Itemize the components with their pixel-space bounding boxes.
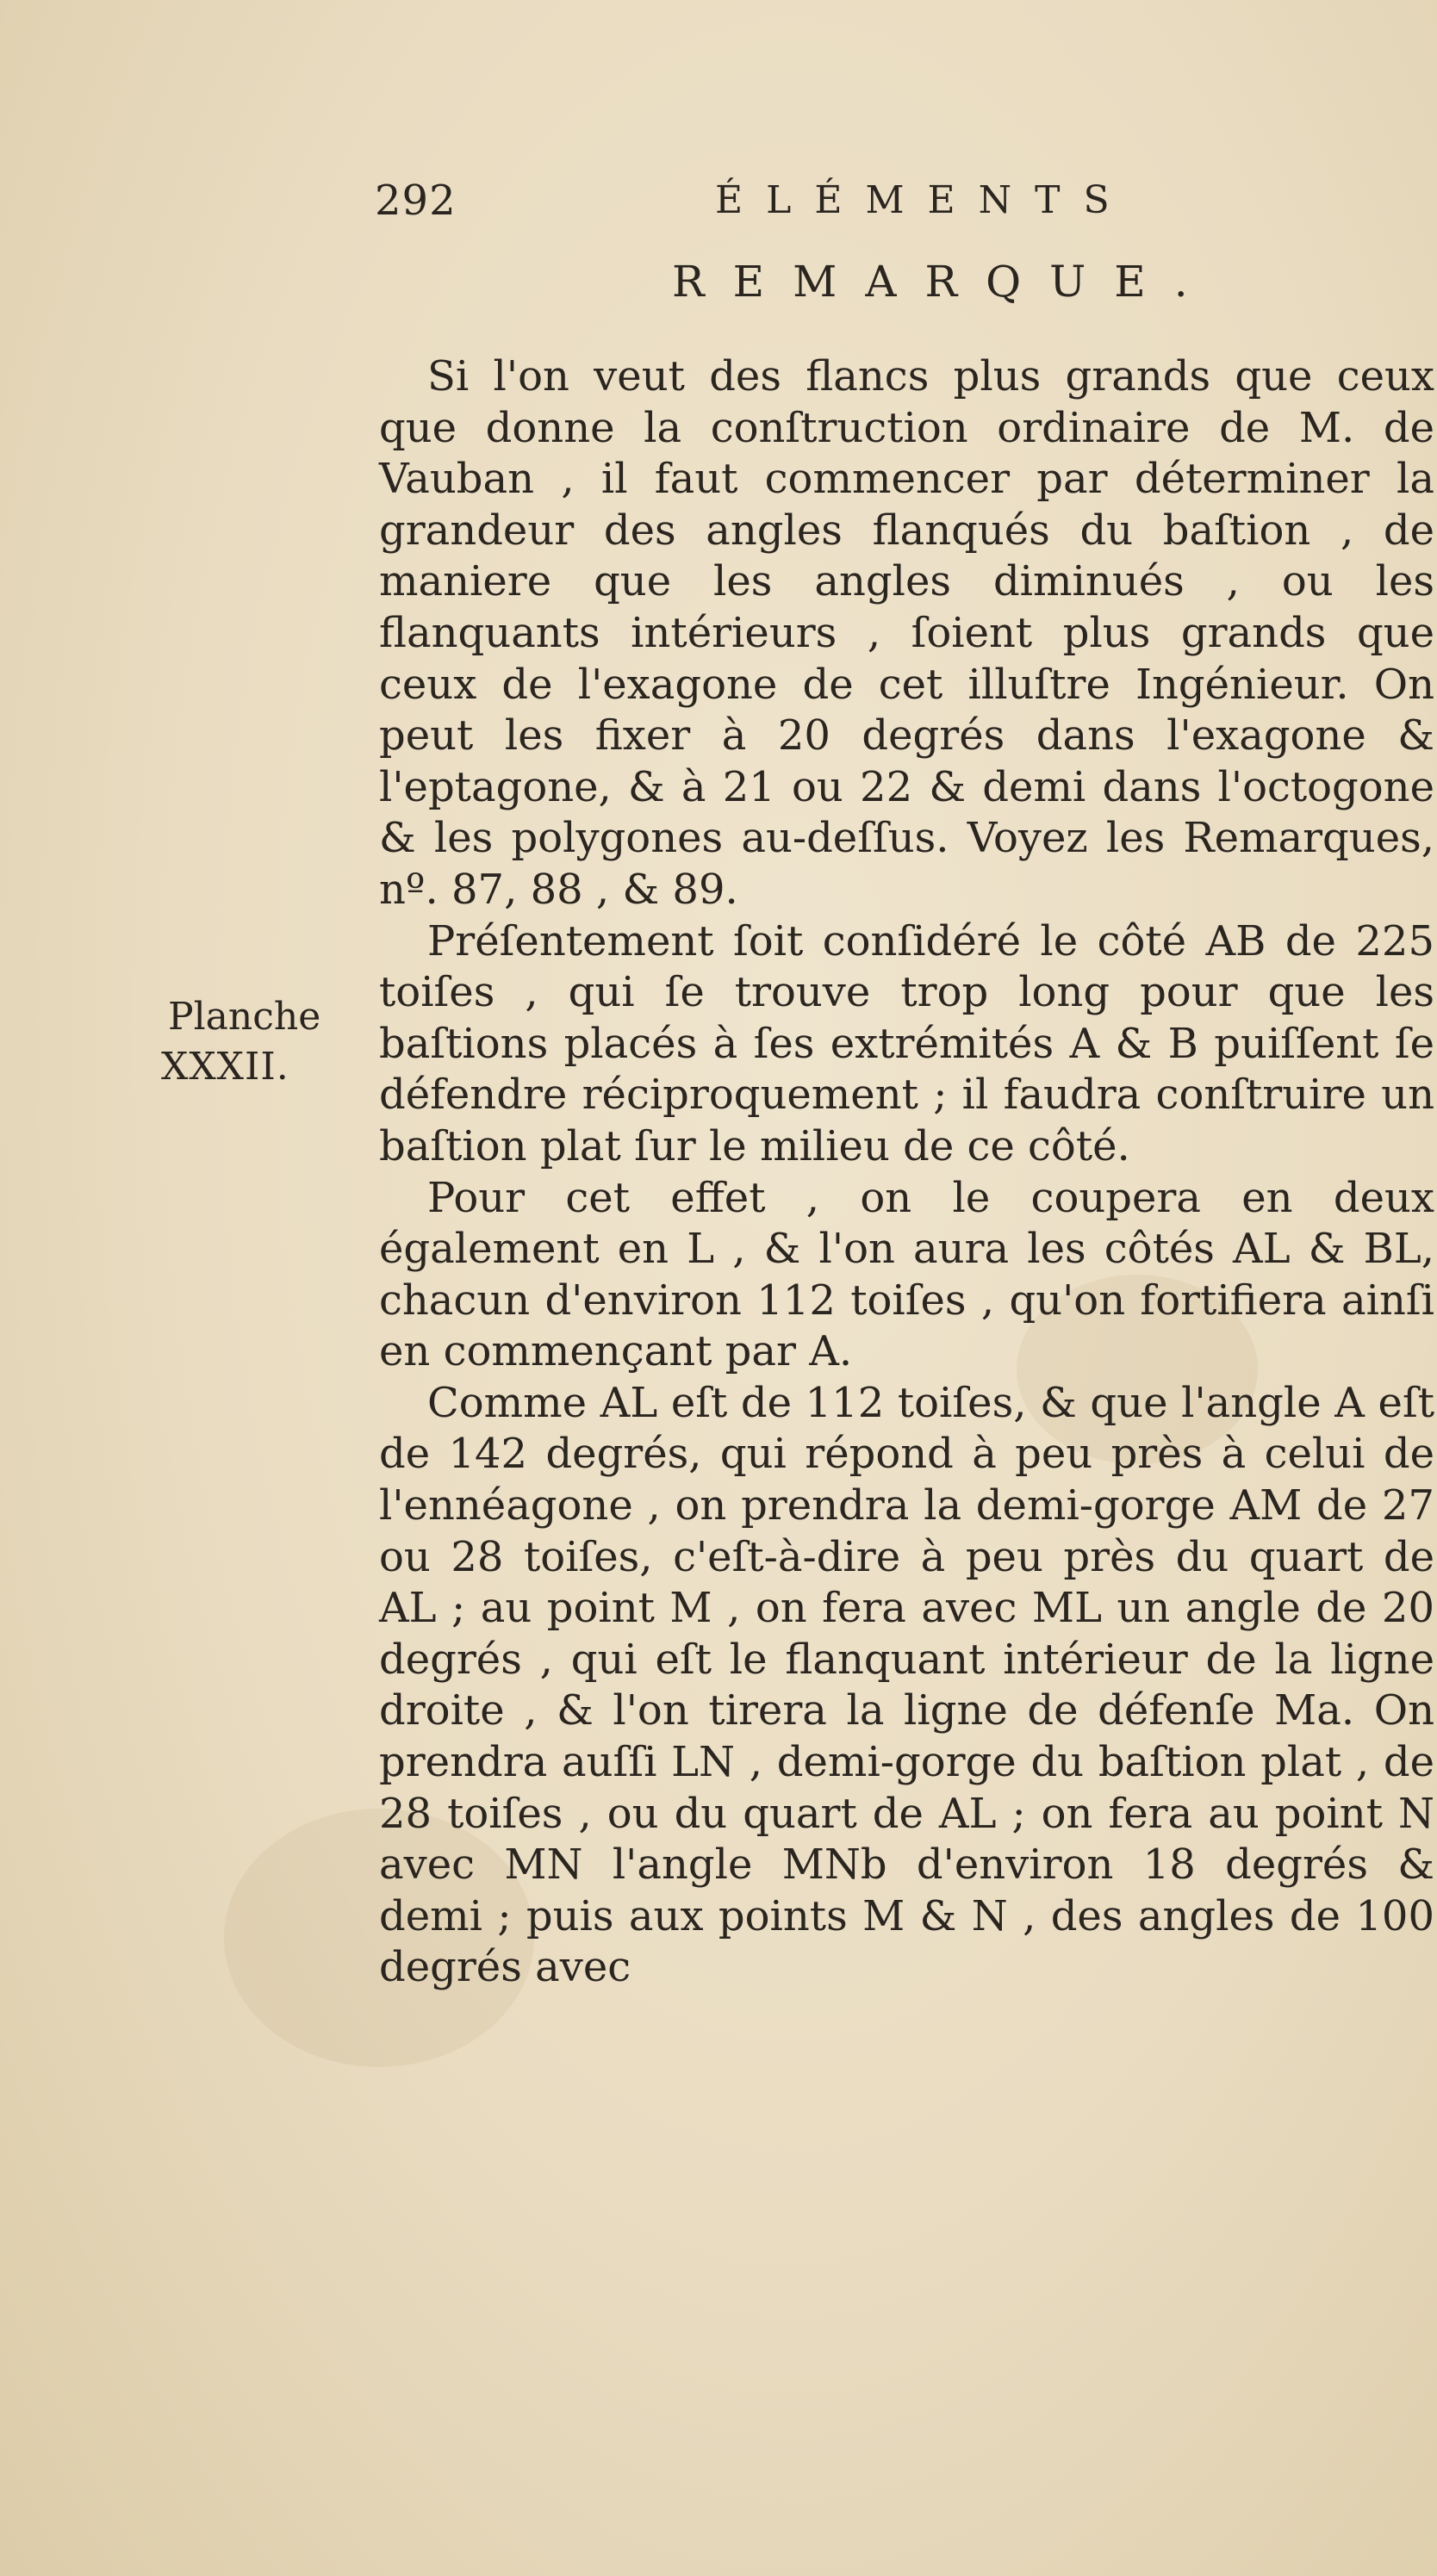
section-title: REMARQUE. bbox=[672, 257, 1216, 307]
margin-note-line: XXXII. bbox=[161, 1045, 289, 1089]
paragraph: Si l'on veut des flancs plus grands que ceux que donne la conſtruction ordinaire de M. de Vauban , il faut commencer par déterminer la grandeur des angles flanqués du baſtion , de maniere que les angles diminués , ou les flanquants intérieurs , ſoient plus grands que ceux de l'exagone de cet illuſtre Ingénieur. On peut les fixer à 20 degrés dans l'exagone & l'eptagone, & à 21 ou 22 & demi dans l'octogone & les polygones au-deſſus. Voyez les Remarques, nº. 87, 88 , & 89. bbox=[379, 352, 1434, 914]
page-header bbox=[375, 177, 1202, 228]
page-number: 292 bbox=[375, 177, 457, 225]
paragraph: Préſentement ſoit conſidéré le côté AB de 225 toiſes , qui ſe trouve trop long pour que les baſtions placés à ſes extrémités A & B puiſſent ſe défendre réciproquement ; il faudra conſtruire un baſtion plat ſur le milieu de ce côté. bbox=[379, 916, 1434, 1170]
margin-note bbox=[161, 992, 375, 1092]
body-text bbox=[379, 351, 1434, 1994]
margin-note-line: Planche bbox=[168, 995, 321, 1039]
paragraph: Pour cet effet , on le coupera en deux également en L , & l'on aura les côtés AL & BL, chacun d'environ 112 toiſes , qu'on fortifiera ainſi en commençant par A. bbox=[379, 1173, 1434, 1376]
running-title: ÉLÉMENTS bbox=[715, 178, 1133, 222]
paragraph: Comme AL eſt de 112 toiſes, & que l'angle A eſt de 142 degrés, qui répond à peu près à celui de l'ennéagone , on prendra la demi-gorge AM de 27 ou 28 toiſes, c'eſt-à-dire à peu près du quart de AL ; au point M , on fera avec ML un angle de 20 degrés , qui eſt le flanquant intérieur de la ligne droite , & l'on tirera la ligne de défenſe Ma. On prendra auſſi LN , demi-gorge du baſtion plat , de 28 toiſes , ou du quart de AL ; on fera au point N avec MN l'angle MNb d'environ 18 degrés & demi ; puis aux points M & N , des angles de 100 degrés avec bbox=[379, 1378, 1434, 1992]
